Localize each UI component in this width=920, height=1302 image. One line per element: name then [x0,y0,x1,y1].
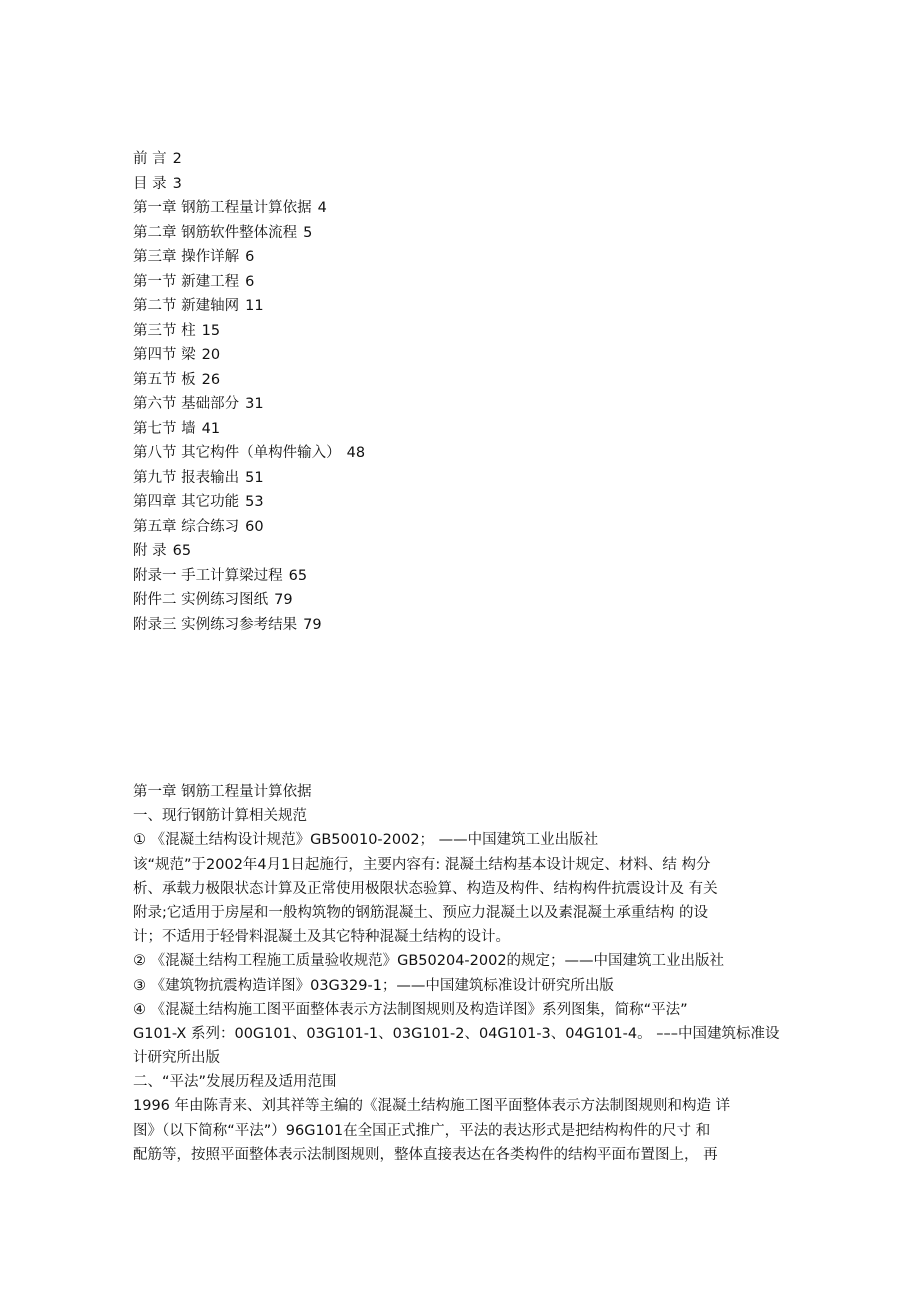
section-heading: 二、“平法”发展历程及适用范围 [133,1074,337,1091]
toc-entry [133,392,833,417]
toc-entry-title: 第四节 梁 [133,347,196,363]
toc-entry-title: 第二章 钢筋软件整体流程 [133,224,298,241]
toc-entry-page: 6 [245,273,255,290]
toc-entry-page: 20 [201,347,221,363]
toc-entry [133,196,833,221]
toc-entry [133,147,833,172]
toc-entry-page: 79 [303,616,322,633]
toc-entry [133,490,833,515]
toc-entry-page: 11 [245,298,264,314]
toc-entry-title: 前 言 [133,151,167,167]
toc-entry-page: 26 [201,371,221,388]
toc-entry-title: 第四章 其它功能 [133,494,240,510]
toc-entry-page: 5 [303,224,313,241]
toc-entry-page: 3 [172,175,182,192]
toc-entry-page: 2 [172,151,182,167]
toc-entry [133,270,833,295]
toc-entry-page: 60 [245,518,264,535]
toc-entry [133,417,833,442]
toc-entry-page: 79 [274,592,293,608]
toc-entry-page: 65 [288,567,308,584]
chapter-heading: 第一章 钢筋工程量计算依据 [133,784,312,800]
text-line: ④ 《混凝土结构施工图平面整体表示方法制图规则及构造详图》系列图集，简称“平法” [133,1001,688,1018]
text-line: ② 《混凝土结构工程施工质量验收规范》GB50204-2002的规定；——中国建筑工业出版社 [133,953,725,970]
toc-entry-title: 第一章 钢筋工程量计算依据 [133,200,312,216]
toc-entry [133,588,833,613]
toc-entry [133,564,833,589]
toc-entry [133,343,833,368]
toc-entry-page: 65 [172,543,192,559]
toc-entry-page: 6 [245,249,255,265]
table-of-contents [133,147,833,637]
toc-entry-title: 附件二 实例练习图纸 [133,592,269,608]
toc-entry [133,172,833,197]
toc-entry-title: 附录一 手工计算梁过程 [133,567,283,584]
toc-entry-page: 51 [245,469,264,486]
toc-entry-title: 第九节 报表输出 [133,469,240,486]
toc-entry-title: 附录三 实例练习参考结果 [133,616,298,633]
toc-entry-title: 第三章 操作详解 [133,249,240,265]
toc-entry-page: 41 [201,420,221,437]
text-line: 1996 年由陈青来、刘其祥等主编的《混凝土结构施工图平面整体表示方法制图规则和构造 详 [133,1098,731,1115]
toc-entry-title: 第五章 综合练习 [133,518,240,535]
toc-entry [133,441,833,466]
toc-entry [133,368,833,393]
toc-entry [133,515,833,540]
text-line: 图》（以下简称“平法”）96G101在全国正式推广，平法的表达形式是把结构构件的尺寸 和 [133,1122,711,1139]
text-line: 计；不适用于轻骨料混凝土及其它特种混凝土结构的设计。 [133,929,510,946]
toc-entry-title: 第五节 板 [133,371,196,388]
text-line: 计研究所出版 [133,1050,220,1067]
toc-entry-title: 第八节 其它构件（单构件输入） [133,445,341,461]
text-line: 附录;它适用于房屋和一般构筑物的钢筋混凝土、预应力混凝土以及素混凝土承重结构 的设 [133,904,708,921]
text-line: 该“规范”于2002年4月1日起施行，主要内容有: 混凝土结构基本设计规定、材料、结 构分 [133,856,711,873]
toc-entry-title: 第一节 新建工程 [133,273,240,290]
toc-entry-page: 15 [201,322,221,339]
toc-entry [133,294,833,319]
text-line: ① 《混凝土结构设计规范》GB50010-2002； ——中国建筑工业出版社 [133,832,599,849]
toc-entry-page: 4 [317,200,327,216]
toc-entry-title: 目 录 [133,175,167,192]
chapter-body [133,780,788,1167]
toc-entry-title: 第二节 新建轴网 [133,298,240,314]
toc-entry-title: 第七节 墙 [133,420,196,437]
toc-entry [133,319,833,344]
section-heading: 一、现行钢筋计算相关规范 [133,808,307,825]
toc-entry-page: 48 [346,445,366,461]
text-line: 析、承载力极限状态计算及正常使用极限状态验算、构造及构件、结构构件抗震设计及 有关 [133,880,718,897]
toc-entry-title: 第三节 柱 [133,322,196,339]
toc-entry-page: 53 [245,494,264,510]
toc-entry [133,245,833,270]
toc-entry-title: 附 录 [133,543,167,559]
toc-entry [133,613,833,638]
text-line: G101-X 系列：00G101、03G101-1、03G101-2、04G101-3、04G101-4。 –––中国建筑标准设 [133,1025,780,1042]
toc-entry-page: 31 [245,396,264,412]
text-line: ③ 《建筑物抗震构造详图》03G329-1；——中国建筑标准设计研究所出版 [133,977,614,994]
text-line: 配筋等，按照平面整体表示法制图规则，整体直接表达在各类构件的结构平面布置图上， 再 [133,1146,718,1163]
toc-entry [133,539,833,564]
toc-entry-title: 第六节 基础部分 [133,396,240,412]
toc-entry [133,221,833,246]
toc-entry [133,466,833,491]
